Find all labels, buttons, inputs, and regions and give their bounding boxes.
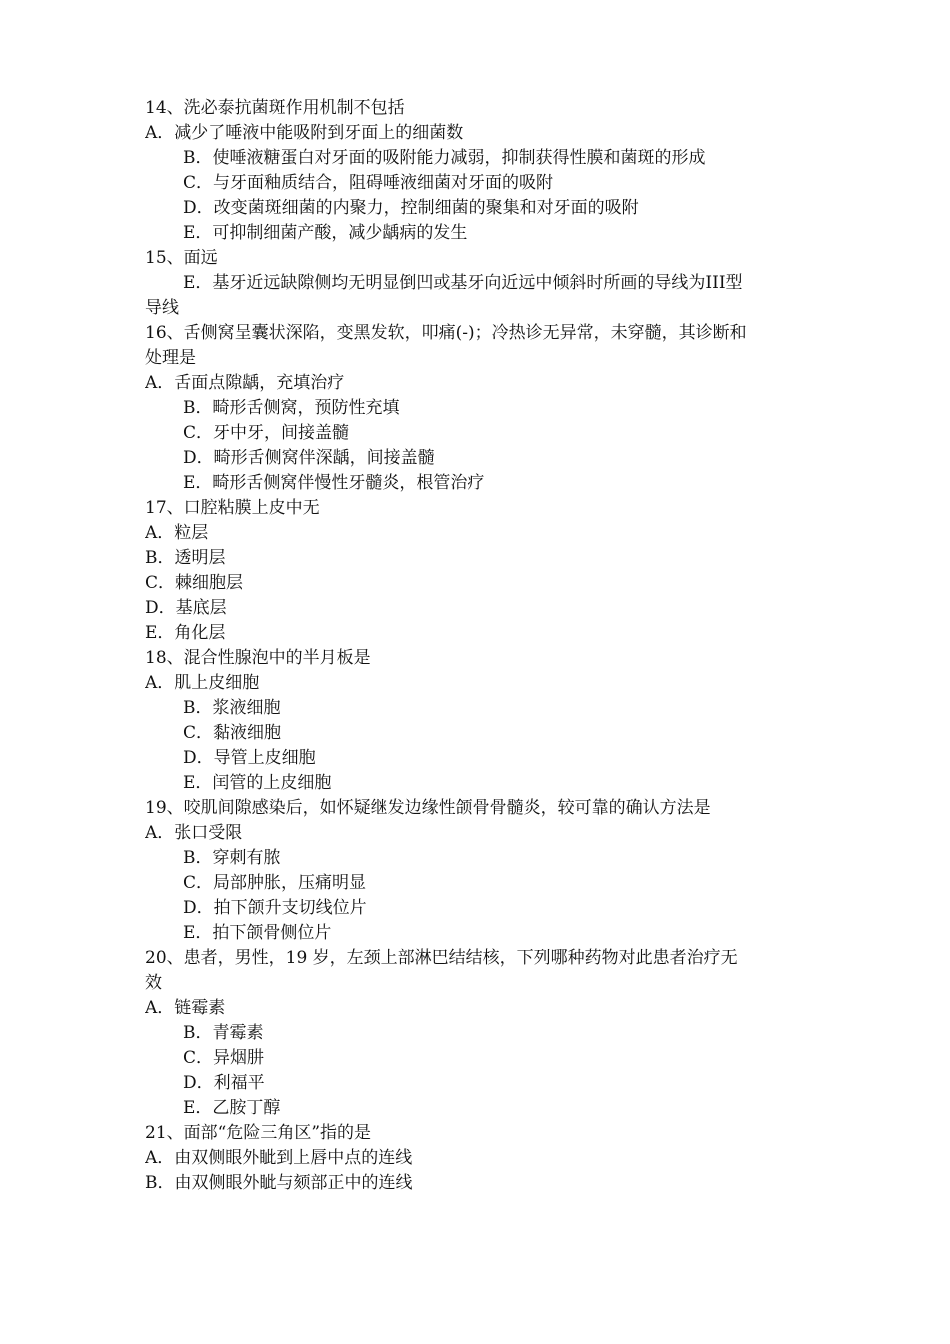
text-line: C．异烟肼 [183, 1048, 265, 1068]
text-line: D．改变菌斑细菌的内聚力，控制细菌的聚集和对牙面的吸附 [183, 198, 639, 218]
text-line: 导线 [145, 298, 179, 318]
text-line: B．使唾液糖蛋白对牙面的吸附能力减弱，抑制获得性膜和菌斑的形成 [183, 148, 706, 168]
text-line: B．浆液细胞 [183, 698, 281, 718]
text-line: 15、面远 [145, 248, 218, 268]
text-line: E．可抑制细菌产酸，减少龋病的发生 [183, 223, 468, 243]
text-line: D．利福平 [183, 1073, 265, 1093]
text-line: 19、咬肌间隙感染后，如怀疑继发边缘性颌骨骨髓炎，较可靠的确认方法是 [145, 798, 711, 818]
text-line: A．减少了唾液中能吸附到牙面上的细菌数 [145, 123, 464, 143]
text-line: C．局部肿胀，压痛明显 [183, 873, 367, 893]
text-line: A．舌面点隙龋，充填治疗 [145, 373, 345, 393]
text-line: A．链霉素 [145, 998, 226, 1018]
text-line: E．畸形舌侧窝伴慢性牙髓炎，根管治疗 [183, 473, 485, 493]
text-line: D．畸形舌侧窝伴深龋，间接盖髓 [183, 448, 435, 468]
text-line: 14、洗必泰抗菌斑作用机制不包括 [145, 98, 405, 118]
text-line: C．黏液细胞 [183, 723, 282, 743]
text-line: D．基底层 [145, 598, 227, 618]
text-line: D．拍下颌升支切线位片 [183, 898, 367, 918]
text-line: E．拍下颌骨侧位片 [183, 923, 332, 943]
text-line: E．基牙近远缺隙侧均无明显倒凹或基牙向近远中倾斜时所画的导线为III型 [183, 273, 743, 293]
text-line: A．由双侧眼外眦到上唇中点的连线 [145, 1148, 413, 1168]
text-line: B．由双侧眼外眦与颏部正中的连线 [145, 1173, 413, 1193]
text-line: 21、面部“危险三角区”指的是 [145, 1123, 372, 1143]
text-line: 17、口腔粘膜上皮中无 [145, 498, 320, 518]
text-line: B．透明层 [145, 548, 226, 568]
text-line: B．青霉素 [183, 1023, 264, 1043]
text-line: C．棘细胞层 [145, 573, 244, 593]
text-line: C．与牙面釉质结合，阻碍唾液细菌对牙面的吸附 [183, 173, 554, 193]
text-line: E．闰管的上皮细胞 [183, 773, 332, 793]
document-body [145, 96, 815, 1196]
text-line: B．穿刺有脓 [183, 848, 281, 868]
text-line: A．张口受限 [145, 823, 243, 843]
text-line: C．牙中牙，间接盖髓 [183, 423, 350, 443]
text-line: B．畸形舌侧窝，预防性充填 [183, 398, 400, 418]
text-line: E．乙胺丁醇 [183, 1098, 281, 1118]
text-line: 16、舌侧窝呈囊状深陷，变黑发软，叩痛(-)；冷热诊无异常，未穿髓，其诊断和 [145, 323, 747, 343]
text-line: D．导管上皮细胞 [183, 748, 316, 768]
text-line: 处理是 [145, 348, 196, 368]
text-line: 20、患者，男性，19 岁，左颈上部淋巴结结核，下列哪种药物对此患者治疗无 [145, 948, 738, 968]
text-line: A．肌上皮细胞 [145, 673, 260, 693]
text-line: E．角化层 [145, 623, 226, 643]
text-line: A．粒层 [145, 523, 209, 543]
text-line: 效 [145, 973, 162, 993]
text-line: 18、混合性腺泡中的半月板是 [145, 648, 371, 668]
